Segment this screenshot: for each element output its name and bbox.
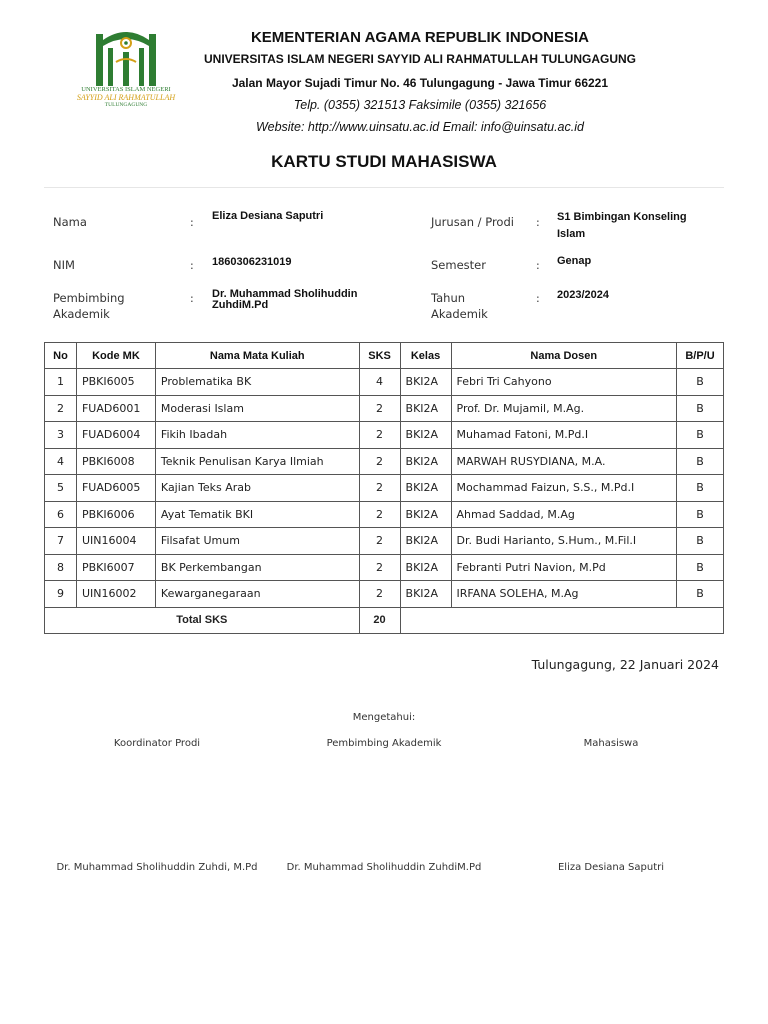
cell-class: BKI2A — [400, 554, 451, 581]
advisor-signature-name: Dr. Muhammad Sholihuddin ZuhdiM.Pd — [286, 862, 482, 873]
header-credits: SKS — [359, 343, 400, 369]
cell-code: UIN16002 — [76, 581, 155, 608]
nim-label: NIM — [53, 258, 75, 272]
cell-course-name: BK Perkembangan — [155, 554, 359, 581]
cell-class: BKI2A — [400, 528, 451, 555]
table-row — [45, 475, 724, 502]
cell-credits: 2 — [359, 501, 400, 528]
coordinator-name: Dr. Muhammad Sholihuddin Zuhdi, M.Pd — [56, 862, 258, 873]
cell-status: B — [676, 554, 723, 581]
cell-code: PBKI6008 — [76, 448, 155, 475]
cell-credits: 2 — [359, 581, 400, 608]
total-row — [45, 607, 724, 634]
header-lecturer: Nama Dosen — [451, 343, 676, 369]
year-label-line-1: Tahun — [431, 291, 466, 305]
table-row — [45, 554, 724, 581]
cell-course-name: Problematika BK — [155, 369, 359, 396]
cell-status: B — [676, 395, 723, 422]
student-signature-name: Eliza Desiana Saputri — [557, 862, 665, 873]
cell-no: 6 — [45, 501, 77, 528]
cell-class: BKI2A — [400, 581, 451, 608]
cell-status: B — [676, 475, 723, 502]
cell-no: 9 — [45, 581, 77, 608]
place-date: Tulungagung, 22 Januari 2024 — [531, 657, 719, 672]
advisor-name-line-2: ZuhdiM.Pd — [212, 299, 269, 311]
logo-line-1: UNIVERSITAS ISLAM NEGERI — [81, 86, 171, 93]
acknowledged-label: Mengetahui: — [352, 712, 416, 723]
nim-colon: : — [190, 259, 194, 272]
year-colon: : — [536, 292, 540, 305]
cell-lecturer: IRFANA SOLEHA, M.Ag — [451, 581, 676, 608]
cell-no: 7 — [45, 528, 77, 555]
cell-code: FUAD6001 — [76, 395, 155, 422]
cell-course-name: Kewarganegaraan — [155, 581, 359, 608]
cell-lecturer: MARWAH RUSYDIANA, M.A. — [451, 448, 676, 475]
cell-course-name: Filsafat Umum — [155, 528, 359, 555]
cell-status: B — [676, 369, 723, 396]
cell-no: 2 — [45, 395, 77, 422]
major-value — [557, 209, 687, 243]
cell-class: BKI2A — [400, 422, 451, 449]
university-address: Jalan Mayor Sujadi Timur No. 46 Tulungagung - Jawa Timur 66221 — [231, 76, 609, 90]
major-colon: : — [536, 216, 540, 229]
header-code: Kode MK — [76, 343, 155, 369]
major-line-2: Islam — [557, 228, 586, 240]
student-nim: 1860306231019 — [212, 256, 292, 268]
student-role: Mahasiswa — [583, 738, 639, 749]
cell-class: BKI2A — [400, 448, 451, 475]
table-header-row — [45, 343, 724, 369]
cell-lecturer: Febri Tri Cahyono — [451, 369, 676, 396]
table-row — [45, 448, 724, 475]
advisor-label — [53, 290, 125, 322]
header-status: B/P/U — [676, 343, 723, 369]
name-colon: : — [190, 216, 194, 229]
ministry-name: KEMENTERIAN AGAMA REPUBLIK INDONESIA — [250, 29, 590, 46]
cell-credits: 2 — [359, 395, 400, 422]
name-label: Nama — [53, 215, 87, 229]
advisor-name-line-1: Dr. Muhammad Sholihuddin — [212, 288, 358, 300]
cell-class: BKI2A — [400, 395, 451, 422]
course-table — [44, 342, 724, 634]
cell-class: BKI2A — [400, 501, 451, 528]
total-empty — [400, 607, 723, 634]
cell-course-name: Ayat Tematik BKI — [155, 501, 359, 528]
cell-lecturer: Dr. Budi Harianto, S.Hum., M.Fil.I — [451, 528, 676, 555]
cell-credits: 2 — [359, 475, 400, 502]
semester-value: Genap — [557, 255, 592, 267]
year-label — [431, 290, 488, 322]
table-row — [45, 369, 724, 396]
table-row — [45, 581, 724, 608]
logo-text — [74, 86, 178, 108]
cell-code: FUAD6004 — [76, 422, 155, 449]
cell-code: FUAD6005 — [76, 475, 155, 502]
university-phone: Telp. (0355) 321513 Faksimile (0355) 321656 — [293, 98, 547, 112]
semester-colon: : — [536, 259, 540, 272]
cell-code: PBKI6006 — [76, 501, 155, 528]
logo-line-3: TULUNGAGUNG — [104, 102, 148, 108]
cell-no: 4 — [45, 448, 77, 475]
cell-class: BKI2A — [400, 369, 451, 396]
title-divider — [44, 187, 724, 188]
semester-label: Semester — [431, 258, 486, 272]
cell-lecturer: Ahmad Saddad, M.Ag — [451, 501, 676, 528]
cell-no: 5 — [45, 475, 77, 502]
cell-code: PBKI6005 — [76, 369, 155, 396]
cell-lecturer: Febranti Putri Navion, M.Pd — [451, 554, 676, 581]
cell-course-name: Fikih Ibadah — [155, 422, 359, 449]
table-row — [45, 422, 724, 449]
student-name: Eliza Desiana Saputri — [212, 210, 324, 222]
cell-status: B — [676, 581, 723, 608]
year-label-line-2: Akademik — [431, 307, 488, 321]
total-label: Total SKS — [45, 607, 360, 634]
header-class: Kelas — [400, 343, 451, 369]
cell-class: BKI2A — [400, 475, 451, 502]
major-label: Jurusan / Prodi — [431, 215, 514, 229]
cell-code: PBKI6007 — [76, 554, 155, 581]
table-row — [45, 528, 724, 555]
cell-status: B — [676, 501, 723, 528]
advisor-role: Pembimbing Akademik — [326, 738, 442, 749]
cell-credits: 2 — [359, 528, 400, 555]
cell-status: B — [676, 448, 723, 475]
advisor-label-line-1: Pembimbing — [53, 291, 125, 305]
table-row — [45, 501, 724, 528]
cell-no: 8 — [45, 554, 77, 581]
header-course-name: Nama Mata Kuliah — [155, 343, 359, 369]
letterhead — [170, 28, 670, 138]
cell-credits: 2 — [359, 448, 400, 475]
advisor-name — [212, 289, 357, 311]
cell-course-name: Teknik Penulisan Karya Ilmiah — [155, 448, 359, 475]
advisor-colon: : — [190, 292, 194, 305]
cell-status: B — [676, 422, 723, 449]
cell-status: B — [676, 528, 723, 555]
cell-course-name: Kajian Teks Arab — [155, 475, 359, 502]
cell-credits: 2 — [359, 554, 400, 581]
cell-code: UIN16004 — [76, 528, 155, 555]
logo-line-2: SAYYID ALI RAHMATULLAH — [76, 93, 176, 102]
cell-lecturer: Prof. Dr. Mujamil, M.Ag. — [451, 395, 676, 422]
advisor-label-line-2: Akademik — [53, 307, 110, 321]
cell-credits: 4 — [359, 369, 400, 396]
cell-course-name: Moderasi Islam — [155, 395, 359, 422]
university-name: UNIVERSITAS ISLAM NEGERI SAYYID ALI RAHMATULLAH TULUNGAGUNG — [203, 52, 636, 66]
cell-credits: 2 — [359, 422, 400, 449]
header-no: No — [45, 343, 77, 369]
total-value: 20 — [359, 607, 400, 634]
cell-no: 3 — [45, 422, 77, 449]
coordinator-role: Koordinator Prodi — [113, 738, 201, 749]
major-line-1: S1 Bimbingan Konseling — [557, 211, 687, 223]
document-title: KARTU STUDI MAHASISWA — [271, 152, 497, 171]
cell-lecturer: Muhamad Fatoni, M.Pd.I — [451, 422, 676, 449]
cell-lecturer: Mochammad Faizun, S.S., M.Pd.I — [451, 475, 676, 502]
year-value: 2023/2024 — [557, 289, 609, 301]
cell-no: 1 — [45, 369, 77, 396]
university-website: Website: http://www.uinsatu.ac.id Email: info@uinsatu.ac.id — [256, 120, 584, 134]
table-row — [45, 395, 724, 422]
